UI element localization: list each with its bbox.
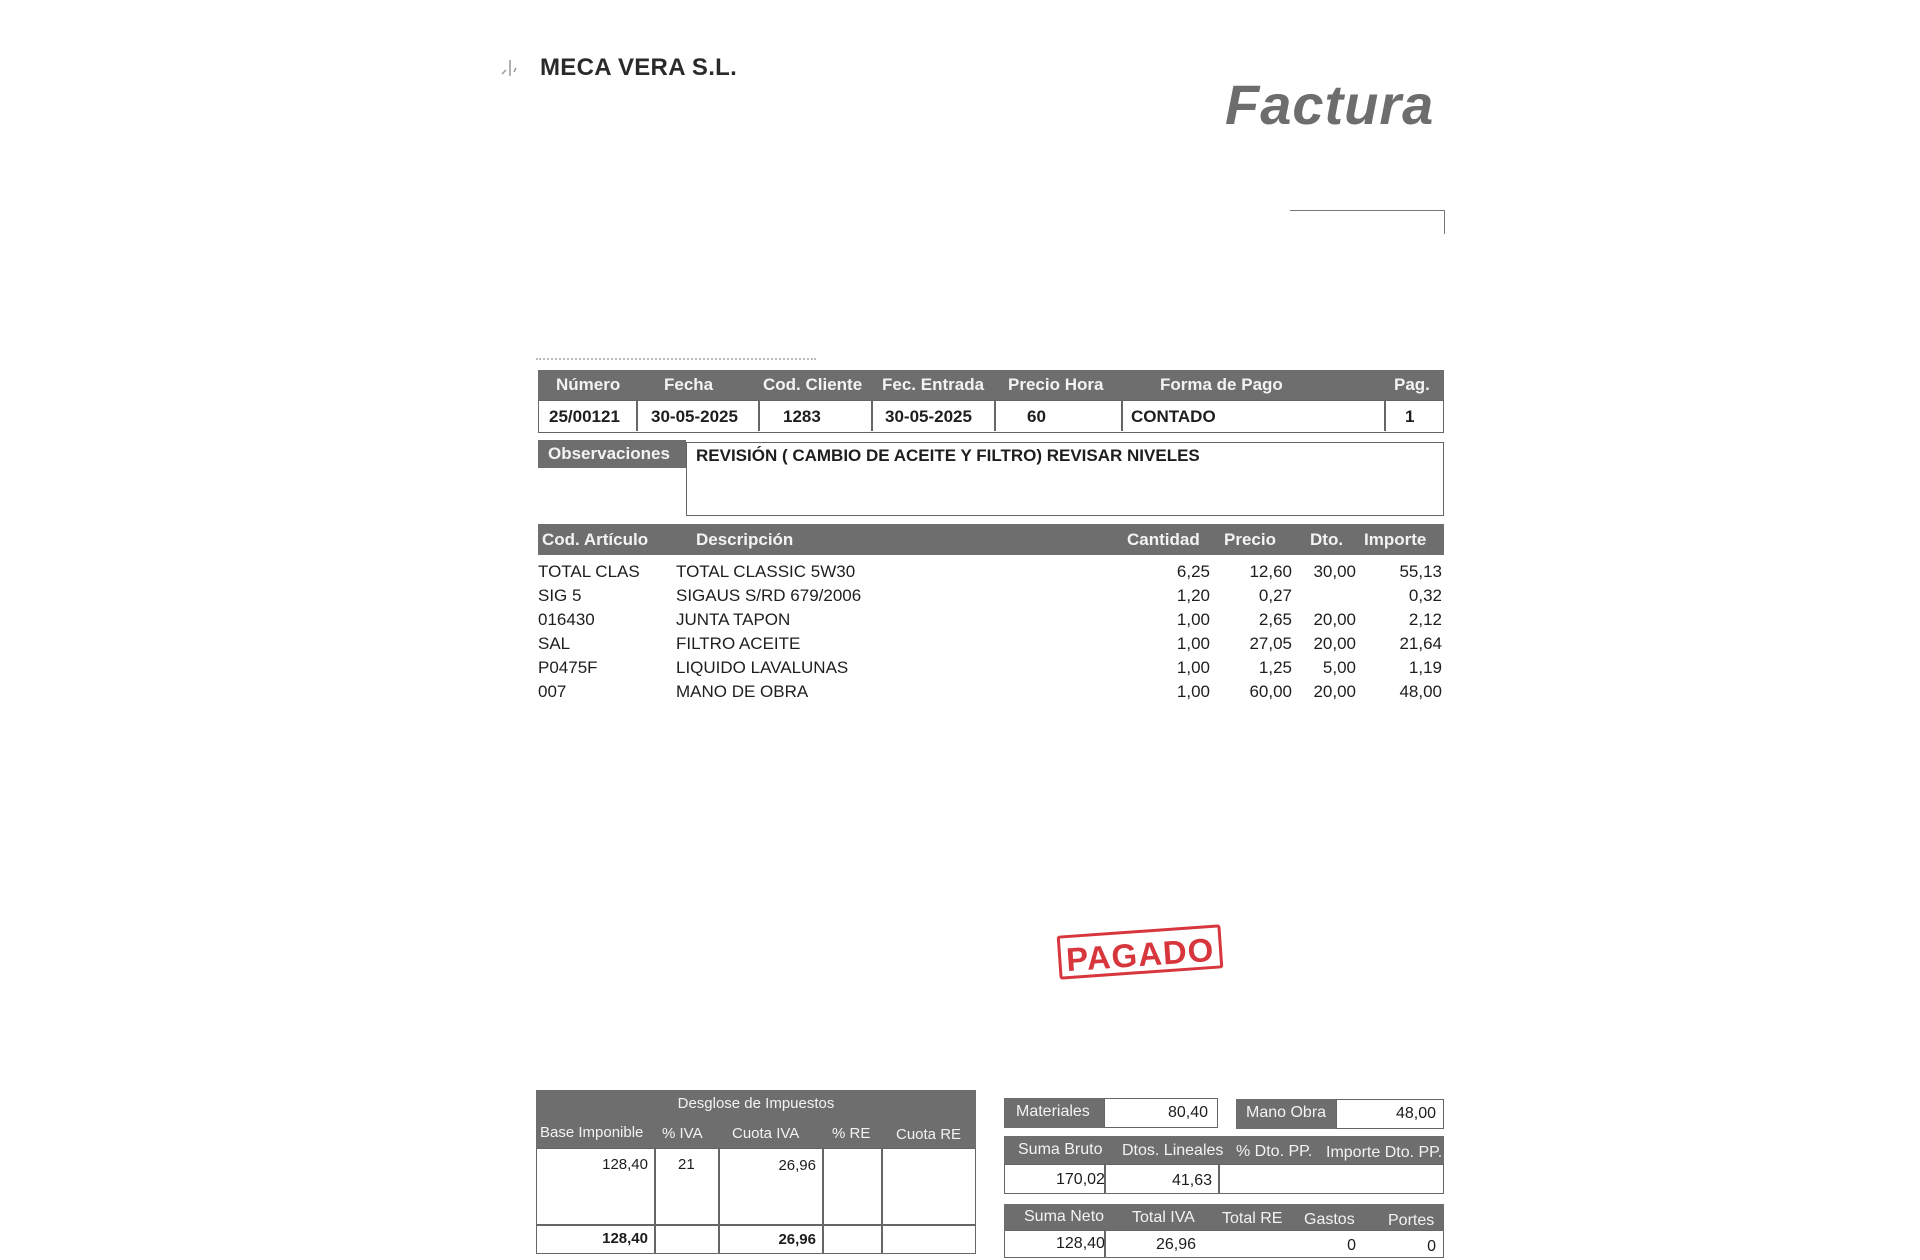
col-suma-neto: Suma Neto (1024, 1208, 1105, 1225)
totals-block (1004, 1098, 1444, 1258)
invoice-info-values (538, 400, 1444, 433)
table-row (0, 658, 1920, 682)
item-quantity: 1,20 (1176, 586, 1210, 605)
tax-base: 128,40 (602, 1156, 648, 1173)
col-total-iva: Total IVA (1132, 1209, 1195, 1226)
tax-rate: 21 (678, 1156, 695, 1173)
item-quantity: 6,25 (1176, 562, 1210, 581)
col-precio: Precio (1224, 530, 1276, 549)
suma-neto-value: 128,40 (1056, 1235, 1105, 1252)
item-discount: 20,00 (1313, 682, 1356, 701)
page-number: 1 (1405, 407, 1415, 426)
table-row (0, 610, 1920, 634)
col-forma-pago: Forma de Pago (1160, 375, 1283, 394)
col-dto: Dto. (1310, 530, 1344, 549)
dtos-lineales-value: 41,63 (1172, 1172, 1213, 1189)
tax-amount-total: 26,96 (778, 1231, 816, 1248)
item-discount: 30,00 (1313, 562, 1356, 581)
item-amount: 48,00 (1399, 682, 1442, 701)
col-importe: Importe (1364, 530, 1427, 549)
mano-obra-value: 48,00 (1395, 1105, 1436, 1122)
portes-value: 0 (1427, 1238, 1436, 1255)
item-price: 27,05 (1249, 634, 1292, 653)
col-precio-hora: Precio Hora (1008, 375, 1104, 394)
item-code: SIG 5 (538, 586, 582, 605)
suma-bruto-value: 170,02 (1056, 1171, 1105, 1188)
col-dtos-lineales: Dtos. Lineales (1122, 1142, 1224, 1159)
col-total-re: Total RE (1222, 1210, 1283, 1227)
item-amount: 21,64 (1399, 634, 1442, 653)
col-cod-articulo: Cod. Artículo (542, 530, 649, 549)
item-code: TOTAL CLAS (538, 562, 640, 581)
tax-breakdown-table (536, 1090, 976, 1254)
item-price: 2,65 (1258, 610, 1292, 629)
col-fec-entrada: Fec. Entrada (882, 375, 985, 394)
item-code: P0475F (538, 658, 598, 677)
col-cantidad: Cantidad (1127, 530, 1200, 549)
table-row (0, 586, 1920, 610)
total-iva-value: 26,96 (1156, 1236, 1197, 1253)
materiales-value: 80,40 (1167, 1104, 1208, 1121)
materiales-label: Materiales (1016, 1103, 1090, 1120)
hour-price: 60 (1027, 407, 1046, 426)
item-discount: 20,00 (1313, 610, 1356, 629)
client-code: 1283 (783, 407, 821, 426)
paid-stamp (1057, 924, 1224, 979)
company-name: MECA VERA S.L. (540, 54, 738, 81)
payment-method: CONTADO (1131, 407, 1216, 426)
company-logo-icon (498, 56, 528, 78)
col-numero: Número (556, 375, 621, 394)
invoice-info-table (538, 370, 1444, 433)
scan-artifact (536, 352, 816, 360)
item-amount: 1,19 (1408, 658, 1442, 677)
tax-amount: 26,96 (778, 1157, 816, 1174)
item-code: 016430 (538, 610, 595, 629)
item-price: 1,25 (1258, 658, 1292, 677)
item-quantity: 1,00 (1176, 682, 1210, 701)
col-descripcion: Descripción (696, 530, 794, 549)
col-portes: Portes (1388, 1212, 1435, 1229)
address-box-corner (1290, 210, 1445, 234)
col-pct-re: % RE (832, 1125, 871, 1142)
item-price: 60,00 (1249, 682, 1292, 701)
col-cod-cliente: Cod. Cliente (763, 375, 863, 394)
document-title: Factura (1225, 73, 1435, 136)
item-discount: 5,00 (1322, 658, 1356, 677)
item-discount: 20,00 (1313, 634, 1356, 653)
item-description: MANO DE OBRA (676, 682, 809, 701)
item-description: TOTAL CLASSIC 5W30 (676, 562, 856, 581)
item-description: FILTRO ACEITE (676, 634, 801, 653)
paid-stamp-text: PAGADO (1064, 930, 1216, 979)
item-description: SIGAUS S/RD 679/2006 (676, 586, 862, 605)
item-amount: 55,13 (1399, 562, 1442, 581)
col-suma-bruto: Suma Bruto (1018, 1141, 1103, 1158)
observaciones-label: Observaciones (538, 440, 686, 468)
col-dto-pp: % Dto. PP. (1236, 1143, 1313, 1160)
tax-breakdown-title: Desglose de Impuestos (677, 1095, 835, 1112)
item-quantity: 1,00 (1176, 634, 1210, 653)
entry-date: 30-05-2025 (885, 407, 972, 426)
mano-obra-label: Mano Obra (1246, 1104, 1327, 1121)
observaciones-text: REVISIÓN ( CAMBIO DE ACEITE Y FILTRO) REVISAR NIVELES (696, 446, 1200, 465)
col-base-imponible: Base Imponible (540, 1124, 644, 1141)
col-gastos: Gastos (1304, 1211, 1355, 1228)
item-description: LIQUIDO LAVALUNAS (676, 658, 849, 677)
table-row (0, 562, 1920, 586)
item-amount: 2,12 (1408, 610, 1442, 629)
invoice-info-header (538, 370, 1444, 400)
table-row (0, 682, 1920, 706)
invoice-date: 30-05-2025 (651, 407, 738, 426)
col-pag: Pag. (1394, 375, 1430, 394)
col-cuota-re: Cuota RE (896, 1126, 962, 1143)
col-fecha: Fecha (664, 375, 714, 394)
item-price: 12,60 (1249, 562, 1292, 581)
col-importe-dto-pp: Importe Dto. PP. (1326, 1144, 1443, 1161)
table-row (0, 634, 1920, 658)
tax-base-total: 128,40 (602, 1230, 648, 1247)
item-description: JUNTA TAPON (676, 610, 791, 629)
item-quantity: 1,00 (1176, 610, 1210, 629)
invoice-number: 25/00121 (549, 407, 620, 426)
line-items-header (538, 524, 1444, 555)
item-code: SAL (538, 634, 571, 653)
item-price: 0,27 (1258, 586, 1292, 605)
item-amount: 0,32 (1408, 586, 1442, 605)
item-code: 007 (538, 682, 567, 701)
col-pct-iva: % IVA (662, 1125, 703, 1142)
gastos-value: 0 (1347, 1237, 1356, 1254)
col-cuota-iva: Cuota IVA (732, 1125, 800, 1142)
item-quantity: 1,00 (1176, 658, 1210, 677)
